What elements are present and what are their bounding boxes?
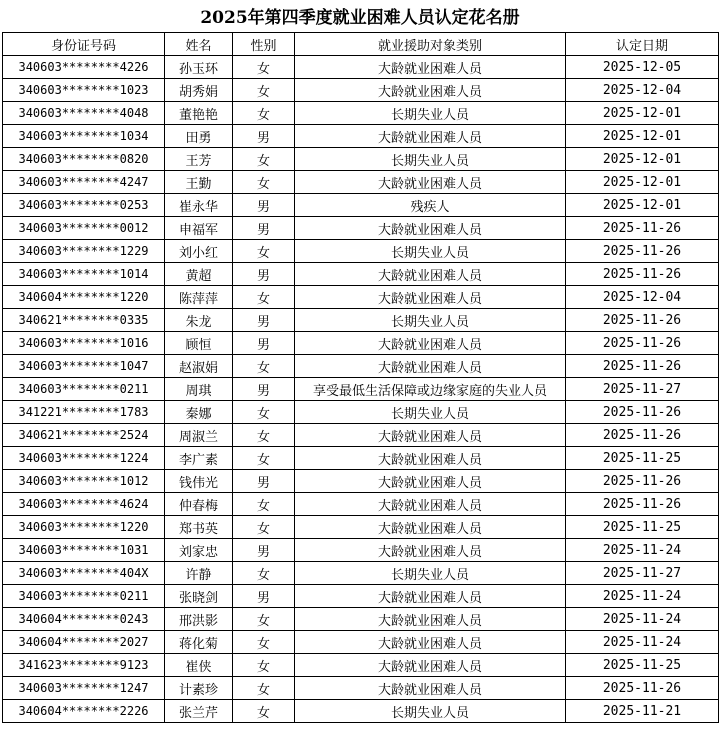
table-row <box>3 700 719 723</box>
date-cell: 2025-11-26 <box>566 470 719 493</box>
name-cell: 邢洪影 <box>165 608 233 631</box>
category-cell: 大龄就业困难人员 <box>295 608 566 631</box>
table-row <box>3 516 719 539</box>
name-cell: 计素珍 <box>165 677 233 700</box>
category-cell: 大龄就业困难人员 <box>295 355 566 378</box>
id-number-cell: 340604********0243 <box>3 608 165 631</box>
date-cell: 2025-11-26 <box>566 240 719 263</box>
id-number-cell: 340603********0211 <box>3 585 165 608</box>
gender-cell: 男 <box>233 263 295 286</box>
table-row <box>3 378 719 401</box>
date-cell: 2025-12-04 <box>566 79 719 102</box>
date-cell: 2025-11-27 <box>566 378 719 401</box>
table-row <box>3 585 719 608</box>
id-number-cell: 340603********1229 <box>3 240 165 263</box>
name-cell: 孙玉环 <box>165 56 233 79</box>
table-row <box>3 125 719 148</box>
category-cell: 大龄就业困难人员 <box>295 125 566 148</box>
date-cell: 2025-11-25 <box>566 447 719 470</box>
category-cell: 大龄就业困难人员 <box>295 424 566 447</box>
date-cell: 2025-11-24 <box>566 631 719 654</box>
table-row <box>3 171 719 194</box>
name-cell: 顾恒 <box>165 332 233 355</box>
name-cell: 秦娜 <box>165 401 233 424</box>
category-cell: 大龄就业困难人员 <box>295 516 566 539</box>
gender-cell: 女 <box>233 56 295 79</box>
id-number-cell: 340621********2524 <box>3 424 165 447</box>
category-cell: 大龄就业困难人员 <box>295 585 566 608</box>
date-cell: 2025-11-24 <box>566 539 719 562</box>
category-cell: 大龄就业困难人员 <box>295 286 566 309</box>
category-cell: 大龄就业困难人员 <box>295 263 566 286</box>
gender-cell: 女 <box>233 700 295 723</box>
date-cell: 2025-12-01 <box>566 171 719 194</box>
table-row <box>3 539 719 562</box>
table-row <box>3 240 719 263</box>
id-number-cell: 340604********2027 <box>3 631 165 654</box>
name-cell: 钱伟光 <box>165 470 233 493</box>
category-cell: 大龄就业困难人员 <box>295 677 566 700</box>
id-number-cell: 340603********1016 <box>3 332 165 355</box>
column-header-date: 认定日期 <box>566 33 719 56</box>
table-row <box>3 470 719 493</box>
column-header-name: 姓名 <box>165 33 233 56</box>
category-cell: 大龄就业困难人员 <box>295 171 566 194</box>
id-number-cell: 340603********1014 <box>3 263 165 286</box>
gender-cell: 女 <box>233 608 295 631</box>
gender-cell: 男 <box>233 332 295 355</box>
category-cell: 享受最低生活保障或边缘家庭的失业人员 <box>295 378 566 401</box>
category-cell: 大龄就业困难人员 <box>295 447 566 470</box>
name-cell: 张晓剑 <box>165 585 233 608</box>
table-body <box>3 56 719 723</box>
name-cell: 赵淑娟 <box>165 355 233 378</box>
table-row <box>3 562 719 585</box>
gender-cell: 男 <box>233 539 295 562</box>
table-row <box>3 332 719 355</box>
category-cell: 长期失业人员 <box>295 700 566 723</box>
id-number-cell: 340603********0820 <box>3 148 165 171</box>
date-cell: 2025-11-26 <box>566 217 719 240</box>
table-row <box>3 608 719 631</box>
name-cell: 周淑兰 <box>165 424 233 447</box>
gender-cell: 女 <box>233 79 295 102</box>
id-number-cell: 340604********2226 <box>3 700 165 723</box>
name-cell: 王芳 <box>165 148 233 171</box>
id-number-cell: 340603********0012 <box>3 217 165 240</box>
name-cell: 刘家忠 <box>165 539 233 562</box>
name-cell: 蒋化菊 <box>165 631 233 654</box>
id-number-cell: 340603********0211 <box>3 378 165 401</box>
name-cell: 黄超 <box>165 263 233 286</box>
table-row <box>3 263 719 286</box>
name-cell: 崔侠 <box>165 654 233 677</box>
name-cell: 胡秀娟 <box>165 79 233 102</box>
gender-cell: 男 <box>233 309 295 332</box>
gender-cell: 女 <box>233 562 295 585</box>
date-cell: 2025-11-25 <box>566 654 719 677</box>
id-number-cell: 340603********4624 <box>3 493 165 516</box>
id-number-cell: 340603********1247 <box>3 677 165 700</box>
id-number-cell: 340603********1224 <box>3 447 165 470</box>
category-cell: 大龄就业困难人员 <box>295 79 566 102</box>
id-number-cell: 340603********0253 <box>3 194 165 217</box>
gender-cell: 男 <box>233 378 295 401</box>
table-row <box>3 79 719 102</box>
id-number-cell: 340603********1031 <box>3 539 165 562</box>
category-cell: 残疾人 <box>295 194 566 217</box>
id-number-cell: 340603********1023 <box>3 79 165 102</box>
name-cell: 张兰芹 <box>165 700 233 723</box>
gender-cell: 女 <box>233 493 295 516</box>
column-header-gender: 性别 <box>233 33 295 56</box>
gender-cell: 男 <box>233 470 295 493</box>
name-cell: 崔永华 <box>165 194 233 217</box>
date-cell: 2025-11-26 <box>566 263 719 286</box>
category-cell: 长期失业人员 <box>295 240 566 263</box>
table-row <box>3 631 719 654</box>
category-cell: 长期失业人员 <box>295 309 566 332</box>
gender-cell: 女 <box>233 654 295 677</box>
spreadsheet <box>2 4 718 723</box>
name-cell: 仲春梅 <box>165 493 233 516</box>
date-cell: 2025-11-26 <box>566 309 719 332</box>
name-cell: 朱龙 <box>165 309 233 332</box>
table-row <box>3 401 719 424</box>
category-cell: 大龄就业困难人员 <box>295 493 566 516</box>
id-number-cell: 340603********4247 <box>3 171 165 194</box>
table-row <box>3 102 719 125</box>
name-cell: 许静 <box>165 562 233 585</box>
id-number-cell: 340603********4226 <box>3 56 165 79</box>
date-cell: 2025-11-24 <box>566 608 719 631</box>
id-number-cell: 340603********4048 <box>3 102 165 125</box>
column-header-category: 就业援助对象类别 <box>295 33 566 56</box>
category-cell: 大龄就业困难人员 <box>295 654 566 677</box>
date-cell: 2025-12-01 <box>566 102 719 125</box>
category-cell: 大龄就业困难人员 <box>295 217 566 240</box>
category-cell: 大龄就业困难人员 <box>295 470 566 493</box>
category-cell: 大龄就业困难人员 <box>295 56 566 79</box>
table-row <box>3 194 719 217</box>
table-row <box>3 424 719 447</box>
name-cell: 陈萍萍 <box>165 286 233 309</box>
table-row <box>3 217 719 240</box>
id-number-cell: 341623********9123 <box>3 654 165 677</box>
gender-cell: 男 <box>233 217 295 240</box>
name-cell: 申福军 <box>165 217 233 240</box>
id-number-cell: 340621********0335 <box>3 309 165 332</box>
category-cell: 长期失业人员 <box>295 401 566 424</box>
date-cell: 2025-11-26 <box>566 677 719 700</box>
date-cell: 2025-12-04 <box>566 286 719 309</box>
category-cell: 长期失业人员 <box>295 148 566 171</box>
date-cell: 2025-11-27 <box>566 562 719 585</box>
id-number-cell: 340603********1012 <box>3 470 165 493</box>
gender-cell: 女 <box>233 171 295 194</box>
category-cell: 大龄就业困难人员 <box>295 539 566 562</box>
id-number-cell: 340603********404X <box>3 562 165 585</box>
name-cell: 董艳艳 <box>165 102 233 125</box>
gender-cell: 女 <box>233 424 295 447</box>
gender-cell: 女 <box>233 677 295 700</box>
date-cell: 2025-11-26 <box>566 424 719 447</box>
name-cell: 周琪 <box>165 378 233 401</box>
category-cell: 大龄就业困难人员 <box>295 631 566 654</box>
date-cell: 2025-12-01 <box>566 148 719 171</box>
table-row <box>3 447 719 470</box>
category-cell: 长期失业人员 <box>295 562 566 585</box>
name-cell: 李广素 <box>165 447 233 470</box>
column-header-id-number: 身份证号码 <box>3 33 165 56</box>
gender-cell: 女 <box>233 447 295 470</box>
date-cell: 2025-12-01 <box>566 125 719 148</box>
date-cell: 2025-11-26 <box>566 493 719 516</box>
id-number-cell: 340603********1220 <box>3 516 165 539</box>
gender-cell: 男 <box>233 585 295 608</box>
date-cell: 2025-11-26 <box>566 401 719 424</box>
table-row <box>3 286 719 309</box>
category-cell: 大龄就业困难人员 <box>295 332 566 355</box>
date-cell: 2025-11-21 <box>566 700 719 723</box>
roster-table <box>2 32 719 723</box>
table-row <box>3 355 719 378</box>
date-cell: 2025-11-25 <box>566 516 719 539</box>
table-row <box>3 493 719 516</box>
id-number-cell: 340603********1034 <box>3 125 165 148</box>
id-number-cell: 340604********1220 <box>3 286 165 309</box>
gender-cell: 女 <box>233 631 295 654</box>
date-cell: 2025-12-01 <box>566 194 719 217</box>
header-row <box>3 33 719 56</box>
name-cell: 刘小红 <box>165 240 233 263</box>
date-cell: 2025-11-26 <box>566 355 719 378</box>
page-title: 2025年第四季度就业困难人员认定花名册 <box>200 8 520 28</box>
name-cell: 郑书英 <box>165 516 233 539</box>
gender-cell: 男 <box>233 125 295 148</box>
date-cell: 2025-12-05 <box>566 56 719 79</box>
id-number-cell: 340603********1047 <box>3 355 165 378</box>
category-cell: 长期失业人员 <box>295 102 566 125</box>
gender-cell: 女 <box>233 148 295 171</box>
table-row <box>3 677 719 700</box>
gender-cell: 女 <box>233 102 295 125</box>
table-row <box>3 309 719 332</box>
table-row <box>3 148 719 171</box>
date-cell: 2025-11-26 <box>566 332 719 355</box>
gender-cell: 女 <box>233 240 295 263</box>
gender-cell: 女 <box>233 286 295 309</box>
gender-cell: 男 <box>233 194 295 217</box>
name-cell: 王勤 <box>165 171 233 194</box>
id-number-cell: 341221********1783 <box>3 401 165 424</box>
table-row <box>3 56 719 79</box>
gender-cell: 女 <box>233 355 295 378</box>
table-row <box>3 654 719 677</box>
gender-cell: 女 <box>233 516 295 539</box>
name-cell: 田勇 <box>165 125 233 148</box>
date-cell: 2025-11-24 <box>566 585 719 608</box>
gender-cell: 女 <box>233 401 295 424</box>
